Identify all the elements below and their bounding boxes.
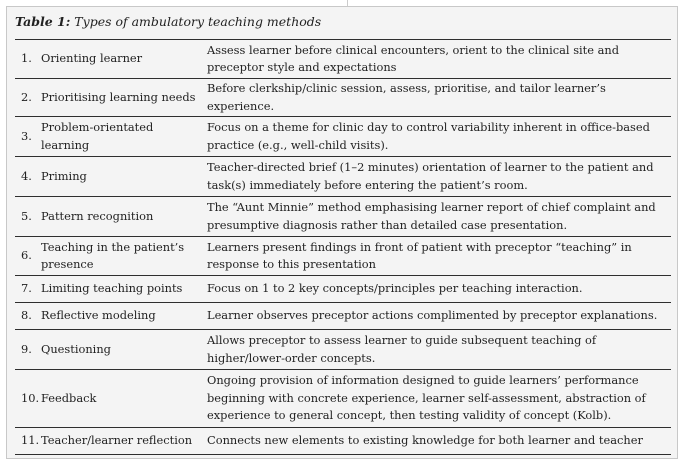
method-name: Pattern recognition xyxy=(41,197,207,237)
method-description: Allows preceptor to assess learner to guide subsequent teaching of higher/lower-order concepts. xyxy=(207,330,671,370)
method-name: Feedback xyxy=(41,370,207,428)
row-number: 10. xyxy=(15,370,41,428)
row-number: 11. xyxy=(15,428,41,455)
table-row xyxy=(15,276,671,303)
table-row xyxy=(15,428,671,455)
row-number: 3. xyxy=(15,117,41,157)
row-number: 2. xyxy=(15,79,41,117)
method-name: Teaching in the patient’s presence xyxy=(41,237,207,276)
method-description: Focus on 1 to 2 key concepts/principles per teaching interaction. xyxy=(207,276,671,303)
table-row xyxy=(15,40,671,79)
method-description: The “Aunt Minnie” method emphasising learner report of chief complaint and presumptive diagnosis rather than detailed case presentation. xyxy=(207,197,671,237)
teaching-methods-table xyxy=(15,39,671,455)
method-description: Ongoing provision of information designed to guide learners’ performance beginning with concrete experience, learner self-assessment, abstraction of experience to general concept, then testing validity of concept (Kolb). xyxy=(207,370,671,428)
method-name: Reflective modeling xyxy=(41,303,207,330)
table-row xyxy=(15,197,671,237)
method-name: Questioning xyxy=(41,330,207,370)
table-row xyxy=(15,330,671,370)
row-number: 4. xyxy=(15,157,41,197)
table-caption-title: Types of ambulatory teaching methods xyxy=(74,14,322,29)
table-row xyxy=(15,79,671,117)
table-caption-label: Table 1: xyxy=(15,14,71,29)
method-name: Orienting learner xyxy=(41,40,207,79)
method-name: Problem-orientated learning xyxy=(41,117,207,157)
table-row xyxy=(15,237,671,276)
table-caption xyxy=(15,14,321,29)
method-description: Assess learner before clinical encounters, orient to the clinical site and preceptor style and expectations xyxy=(207,40,671,79)
method-description: Teacher-directed brief (1–2 minutes) orientation of learner to the patient and task(s) immediately before entering the patient’s room. xyxy=(207,157,671,197)
table-row xyxy=(15,370,671,428)
row-number: 6. xyxy=(15,237,41,276)
method-name: Teacher/learner reflection xyxy=(41,428,207,455)
row-number: 9. xyxy=(15,330,41,370)
method-description: Learner observes preceptor actions complimented by preceptor explanations. xyxy=(207,303,671,330)
method-description: Learners present findings in front of patient with preceptor “teaching” in response to this presentation xyxy=(207,237,671,276)
row-number: 5. xyxy=(15,197,41,237)
row-number: 8. xyxy=(15,303,41,330)
method-name: Prioritising learning needs xyxy=(41,79,207,117)
method-description: Focus on a theme for clinic day to control variability inherent in office-based practice (e.g., well-child visits). xyxy=(207,117,671,157)
method-description: Connects new elements to existing knowledge for both learner and teacher xyxy=(207,428,671,455)
method-name: Priming xyxy=(41,157,207,197)
method-name: Limiting teaching points xyxy=(41,276,207,303)
row-number: 1. xyxy=(15,40,41,79)
table-row xyxy=(15,157,671,197)
row-number: 7. xyxy=(15,276,41,303)
table-row xyxy=(15,117,671,157)
method-description: Before clerkship/clinic session, assess, prioritise, and tailor learner’s experience. xyxy=(207,79,671,117)
table-row xyxy=(15,303,671,330)
